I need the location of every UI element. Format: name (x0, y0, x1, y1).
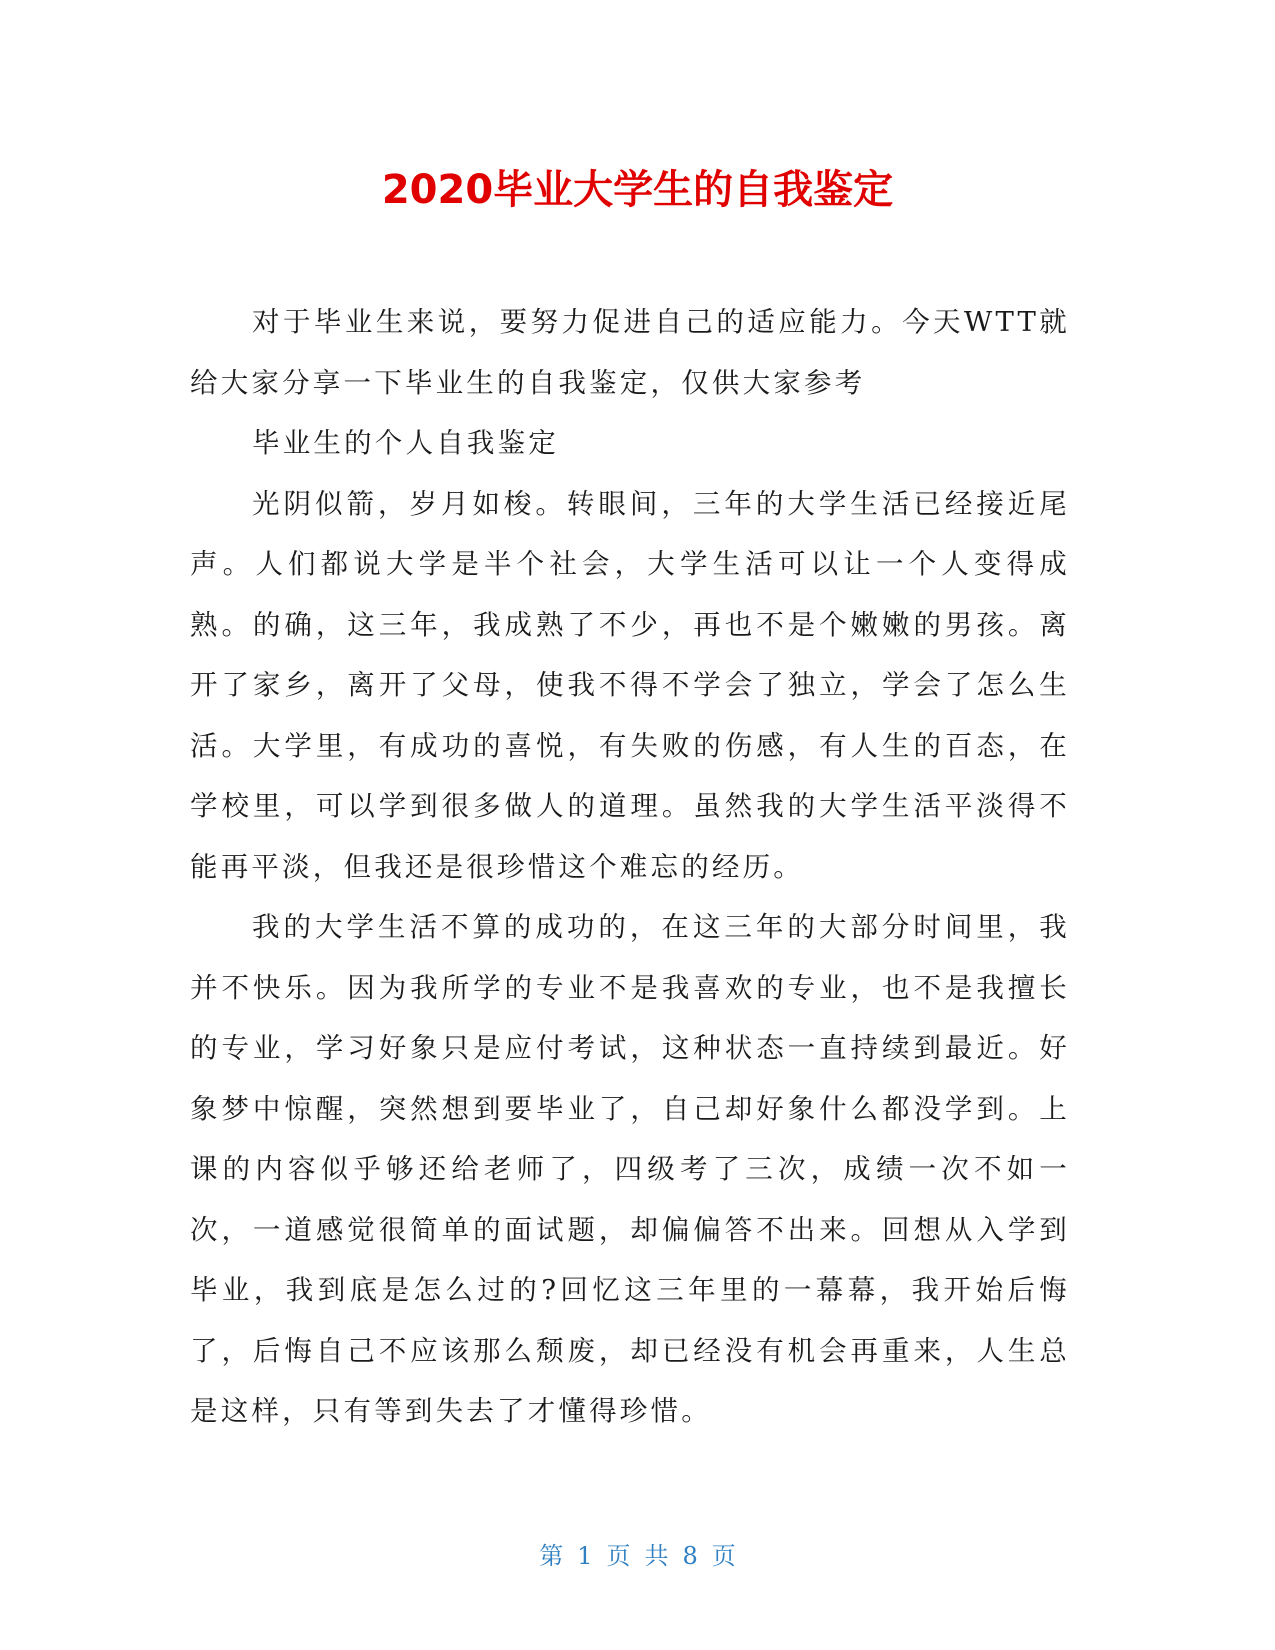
page-footer (0, 1540, 1275, 1572)
paragraph-body-2: 我的大学生活不算的成功的，在这三年的大部分时间里，我并不快乐。因为我所学的专业不是我喜欢的专业，也不是我擅长的专业，学习好象只是应付考试，这种状态一直持续到最近。好象梦中惊醒，突然想到要毕业了，自己却好象什么都没学到。上课的内容似乎够还给老师了，四级考了三次，成绩一次不如一次，一道感觉很简单的面试题，却偏偏答不出来。回想从入学到毕业，我到底是怎么过的?回忆这三年里的一幕幕，我开始后悔了，后悔自己不应该那么颓废，却已经没有机会再重来，人生总是这样，只有等到失去了才懂得珍惜。 (190, 911, 1070, 1427)
document-body (190, 292, 1070, 1442)
footer-total-label: 共 (644, 1542, 669, 1570)
footer-page-label: 第 (539, 1542, 564, 1570)
paragraph-body-1: 光阴似箭，岁月如梭。转眼间，三年的大学生活已经接近尾声。人们都说大学是半个社会，大学生活可以让一个人变得成熟。的确，这三年，我成熟了不少，再也不是个嫩嫩的男孩。离开了家乡，离开了父母，使我不得不学会了独立，学会了怎么生活。大学里，有成功的喜悦，有失败的伤感，有人生的百态，在学校里，可以学到很多做人的道理。虽然我的大学生活平淡得不能再平淡，但我还是很珍惜这个难忘的经历。 (190, 487, 1070, 883)
paragraph-subheading: 毕业生的个人自我鉴定 (252, 427, 559, 459)
footer-total-pages: 8 (682, 1542, 698, 1570)
footer-page-unit: 页 (606, 1542, 631, 1570)
page-title: 2020毕业大学生的自我鉴定 (381, 167, 894, 213)
footer-total-unit: 页 (711, 1542, 736, 1570)
footer-current-page: 1 (577, 1542, 593, 1570)
paragraph-intro: 对于毕业生来说，要努力促进自己的适应能力。今天WTT就给大家分享一下毕业生的自我鉴定，仅供大家参考 (190, 306, 1070, 399)
